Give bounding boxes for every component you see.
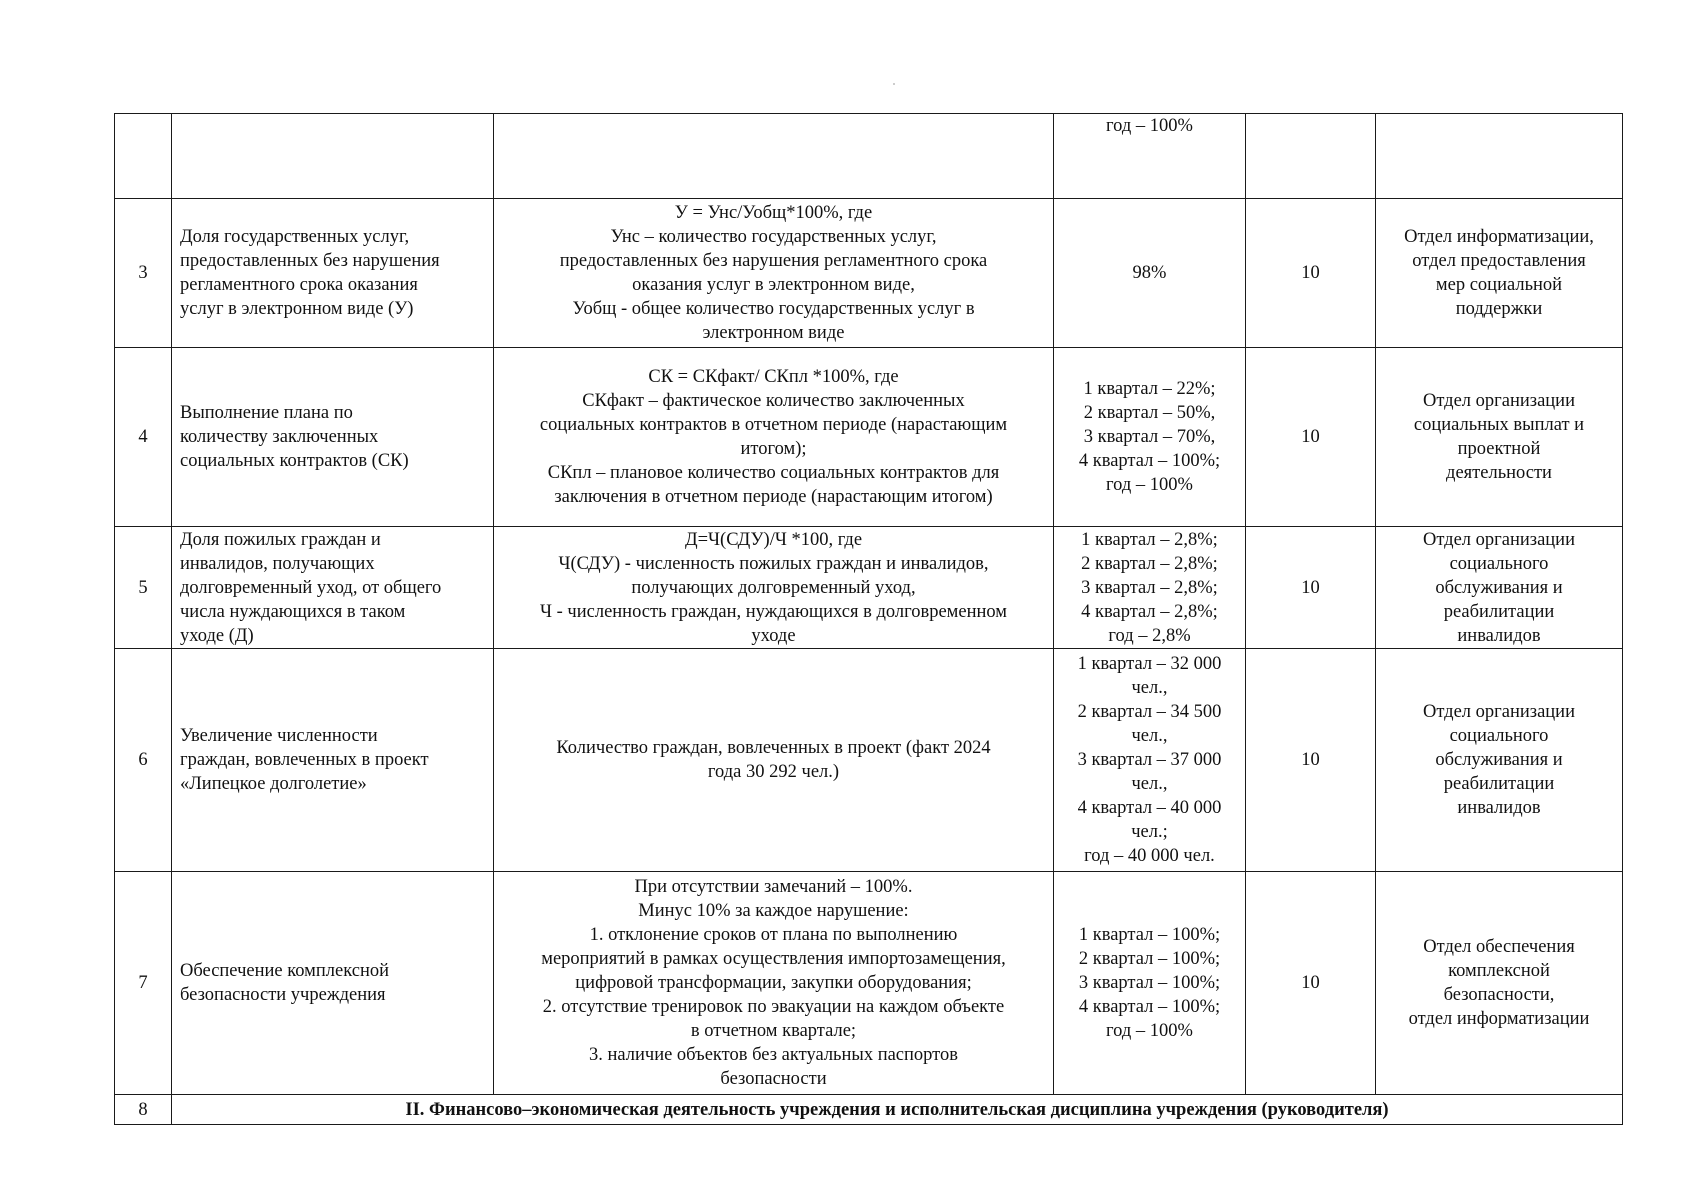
formula-line: При отсутствии замечаний – 100%. bbox=[634, 877, 913, 897]
formula-line: Унс – количество государственных услуг, bbox=[610, 227, 937, 247]
target-line: 4 квартал – 100%; bbox=[1078, 997, 1221, 1017]
name-line: Доля государственных услуг, bbox=[180, 227, 410, 247]
formula-cell bbox=[494, 527, 1054, 649]
responsible-line: деятельности bbox=[1446, 463, 1552, 483]
name-line: Увеличение численности bbox=[180, 726, 378, 746]
formula-line: в отчетном квартале; bbox=[690, 1021, 857, 1041]
responsible-line: инвалидов bbox=[1457, 625, 1541, 646]
name-line: регламентного срока оказания bbox=[180, 275, 418, 295]
weight-cell: 10 bbox=[1246, 527, 1376, 649]
responsible-line: Отдел организации bbox=[1422, 391, 1575, 411]
formula-line: Д=Ч(СДУ)/Ч *100, где bbox=[684, 529, 863, 550]
target-line: чел., bbox=[1131, 774, 1168, 794]
name-line: Обеспечение комплексной bbox=[180, 961, 390, 981]
target-line: 1 квартал – 32 000 bbox=[1077, 654, 1222, 674]
formula-line: 1. отклонение сроков от плана по выполнению bbox=[589, 925, 958, 945]
target-line: год – 2,8% bbox=[1108, 625, 1191, 646]
target-value-cell bbox=[1054, 872, 1246, 1095]
name-line: предоставленных без нарушения bbox=[180, 251, 440, 271]
formula-line: получающих долговременный уход, bbox=[631, 577, 916, 598]
row-number-cell bbox=[115, 114, 172, 199]
formula-line: года 30 292 чел.) bbox=[707, 762, 840, 782]
formula-line: оказания услуг в электронном виде, bbox=[632, 275, 915, 295]
responsible-cell bbox=[1376, 872, 1623, 1095]
weight-cell bbox=[1246, 114, 1376, 199]
name-line: уходе (Д) bbox=[180, 625, 254, 646]
responsible-line: Отдел организации bbox=[1422, 529, 1575, 550]
indicator-name-cell bbox=[172, 348, 494, 527]
indicator-name-cell bbox=[172, 527, 494, 649]
table-row bbox=[115, 527, 1623, 649]
target-line: 2 квартал – 50%, bbox=[1083, 403, 1216, 423]
name-line: социальных контрактов (СК) bbox=[180, 451, 409, 471]
scan-speck bbox=[893, 83, 895, 85]
formula-line: 2. отсутствие тренировок по эвакуации на каждом объекте bbox=[542, 997, 1005, 1017]
target-line: 2 квартал – 100%; bbox=[1078, 949, 1221, 969]
row-number-cell: 5 bbox=[115, 527, 172, 649]
responsible-line: Отдел информатизации, bbox=[1404, 227, 1594, 247]
target-line: 1 квартал – 2,8%; bbox=[1081, 529, 1218, 550]
row-number-cell: 7 bbox=[115, 872, 172, 1095]
formula-line: СКфакт – фактическое количество заключенных bbox=[582, 391, 965, 411]
responsible-cell bbox=[1376, 199, 1623, 348]
formula-line: Минус 10% за каждое нарушение: bbox=[638, 901, 909, 921]
target-line: 98% bbox=[1132, 263, 1167, 283]
responsible-line: комплексной bbox=[1448, 961, 1550, 981]
formula-line: СКпл – плановое количество социальных контрактов для bbox=[547, 463, 1000, 483]
target-line: 4 квартал – 2,8%; bbox=[1081, 601, 1218, 622]
row-number-cell: 8 bbox=[115, 1095, 172, 1125]
target-line: 1 квартал – 100%; bbox=[1078, 925, 1221, 945]
target-value-cell bbox=[1054, 114, 1246, 199]
target-line: чел., bbox=[1131, 726, 1168, 746]
responsible-line: социальных выплат и bbox=[1413, 415, 1585, 435]
target-line: 1 квартал – 22%; bbox=[1083, 379, 1216, 399]
weight-cell: 10 bbox=[1246, 649, 1376, 872]
responsible-line: социального bbox=[1449, 726, 1549, 746]
formula-line: У = Унс/Уобщ*100%, где bbox=[674, 203, 873, 223]
name-line: Доля пожилых граждан и bbox=[180, 529, 381, 550]
weight-cell: 10 bbox=[1246, 348, 1376, 527]
name-line: Выполнение плана по bbox=[180, 403, 353, 423]
responsible-line: отдел предоставления bbox=[1412, 251, 1586, 271]
table-row bbox=[115, 649, 1623, 872]
formula-line: электронном виде bbox=[702, 323, 845, 343]
target-line: 2 квартал – 34 500 bbox=[1077, 702, 1222, 722]
table-row bbox=[115, 348, 1623, 527]
formula-line: Ч - численность граждан, нуждающихся в долговременном bbox=[539, 601, 1008, 622]
weight-cell: 10 bbox=[1246, 872, 1376, 1095]
name-line: «Липецкое долголетие» bbox=[180, 774, 367, 794]
responsible-line: реабилитации bbox=[1443, 774, 1555, 794]
target-line: год – 100% bbox=[1106, 1021, 1193, 1041]
row-number-cell: 3 bbox=[115, 199, 172, 348]
section-row bbox=[115, 1095, 1623, 1125]
table-row bbox=[115, 872, 1623, 1095]
indicator-name-cell bbox=[172, 114, 494, 199]
formula-cell bbox=[494, 348, 1054, 527]
target-line: 2 квартал – 2,8%; bbox=[1081, 553, 1218, 574]
responsible-line: реабилитации bbox=[1443, 601, 1555, 622]
criteria-table bbox=[114, 113, 1623, 1125]
formula-line: мероприятий в рамках осуществления импортозамещения, bbox=[541, 949, 1006, 969]
target-line: 3 квартал – 100%; bbox=[1078, 973, 1221, 993]
target-line: год – 100% bbox=[1106, 116, 1193, 136]
responsible-line: отдел информатизации bbox=[1408, 1009, 1590, 1029]
responsible-line: безопасности, bbox=[1443, 985, 1555, 1005]
formula-line: итогом); bbox=[740, 439, 807, 459]
formula-line: заключения в отчетном периоде (нарастающим итогом) bbox=[554, 487, 993, 507]
responsible-line: обслуживания и bbox=[1435, 750, 1563, 770]
name-line: количеству заключенных bbox=[180, 427, 379, 447]
formula-cell bbox=[494, 199, 1054, 348]
responsible-line: инвалидов bbox=[1457, 798, 1541, 818]
name-line: граждан, вовлеченных в проект bbox=[180, 750, 429, 770]
target-line: чел.; bbox=[1131, 822, 1168, 842]
name-line: долговременный уход, от общего bbox=[180, 577, 442, 598]
name-line: числа нуждающихся в таком bbox=[180, 601, 406, 622]
row-number-cell: 4 bbox=[115, 348, 172, 527]
target-line: 4 квартал – 100%; bbox=[1078, 451, 1221, 471]
responsible-cell bbox=[1376, 114, 1623, 199]
weight-cell: 10 bbox=[1246, 199, 1376, 348]
indicator-name-cell bbox=[172, 649, 494, 872]
target-value-cell bbox=[1054, 348, 1246, 527]
formula-line: предоставленных без нарушения регламентного срока bbox=[559, 251, 988, 271]
formula-line: Количество граждан, вовлеченных в проект (факт 2024 bbox=[556, 738, 991, 758]
formula-line: СК = СКфакт/ СКпл *100%, где bbox=[648, 367, 899, 387]
target-value-cell bbox=[1054, 199, 1246, 348]
formula-line: безопасности bbox=[720, 1069, 827, 1089]
formula-line: уходе bbox=[751, 625, 796, 646]
row-number-cell: 6 bbox=[115, 649, 172, 872]
responsible-line: мер социальной bbox=[1435, 275, 1563, 295]
formula-line: 3. наличие объектов без актуальных паспортов bbox=[588, 1045, 958, 1065]
responsible-line: Отдел организации bbox=[1422, 702, 1575, 722]
responsible-cell bbox=[1376, 527, 1623, 649]
section-heading: II. Финансово–экономическая деятельность учреждения и исполнительская дисциплина учреждения (руководителя) bbox=[172, 1095, 1623, 1125]
formula-line: цифровой трансформации, закупки оборудования; bbox=[575, 973, 972, 993]
responsible-cell bbox=[1376, 649, 1623, 872]
formula-line: социальных контрактов в отчетном периоде (нарастающим bbox=[539, 415, 1008, 435]
responsible-line: обслуживания и bbox=[1435, 577, 1563, 598]
name-line: безопасности учреждения bbox=[180, 985, 386, 1005]
formula-cell bbox=[494, 649, 1054, 872]
target-line: 4 квартал – 40 000 bbox=[1077, 798, 1222, 818]
target-line: 3 квартал – 2,8%; bbox=[1081, 577, 1218, 598]
name-line: инвалидов, получающих bbox=[180, 553, 375, 574]
target-line: чел., bbox=[1131, 678, 1168, 698]
target-line: год – 100% bbox=[1106, 475, 1193, 495]
formula-line: Уобщ - общее количество государственных услуг в bbox=[572, 299, 975, 319]
indicator-name-cell bbox=[172, 872, 494, 1095]
responsible-line: поддержки bbox=[1455, 299, 1543, 319]
target-line: 3 квартал – 70%, bbox=[1083, 427, 1216, 447]
formula-cell bbox=[494, 872, 1054, 1095]
responsible-cell bbox=[1376, 348, 1623, 527]
table-row bbox=[115, 114, 1623, 199]
table-row bbox=[115, 199, 1623, 348]
target-line: год – 40 000 чел. bbox=[1084, 846, 1215, 866]
name-line: услуг в электронном виде (У) bbox=[180, 299, 414, 319]
target-line: 3 квартал – 37 000 bbox=[1077, 750, 1222, 770]
responsible-line: социального bbox=[1449, 553, 1549, 574]
formula-line: Ч(СДУ) - численность пожилых граждан и инвалидов, bbox=[558, 553, 989, 574]
responsible-line: проектной bbox=[1457, 439, 1541, 459]
target-value-cell bbox=[1054, 527, 1246, 649]
responsible-line: Отдел обеспечения bbox=[1423, 937, 1575, 957]
formula-cell bbox=[494, 114, 1054, 199]
target-value-cell bbox=[1054, 649, 1246, 872]
indicator-name-cell bbox=[172, 199, 494, 348]
